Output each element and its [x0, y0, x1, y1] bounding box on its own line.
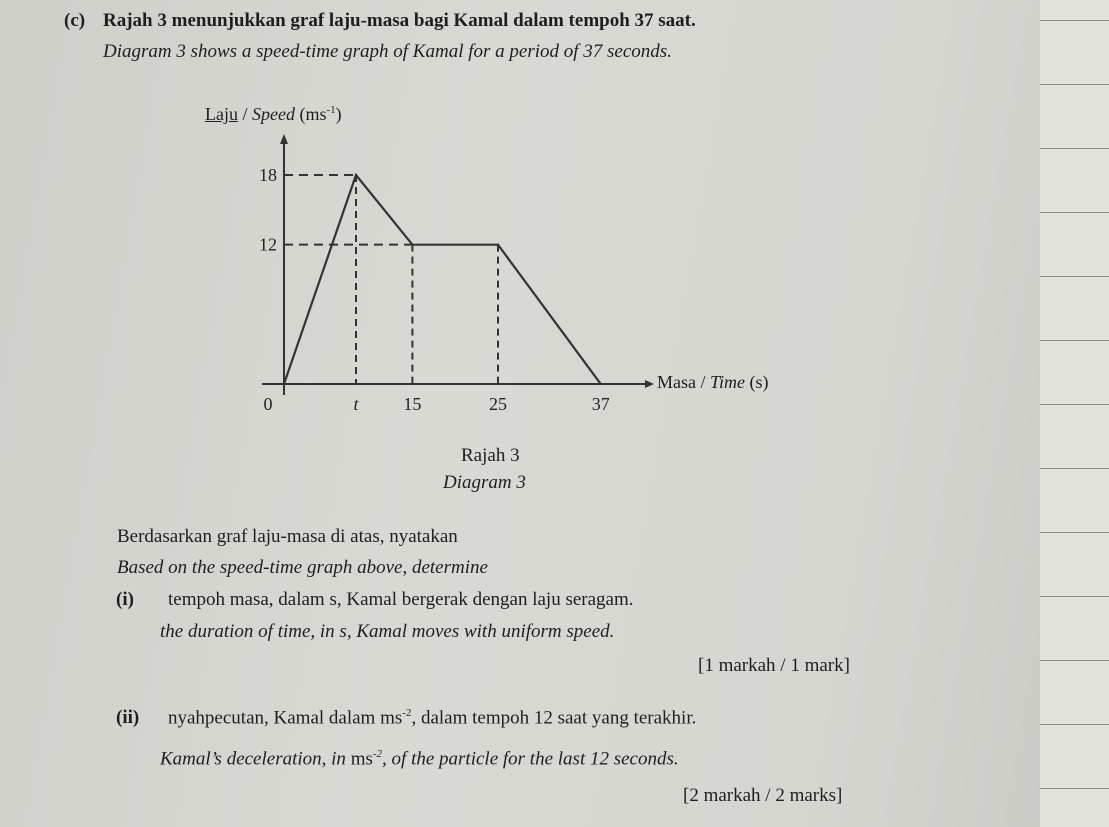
data-point	[600, 383, 602, 385]
paper-rule-line	[1040, 788, 1109, 789]
part-i-english: the duration of time, in s, Kamal moves with uniform speed.	[160, 621, 615, 642]
data-point	[497, 243, 499, 245]
part-i-label: (i)	[116, 589, 134, 610]
data-point	[411, 243, 413, 245]
paper-rule-line	[1040, 468, 1109, 469]
question-label: (c)	[64, 10, 86, 31]
data-point	[355, 174, 357, 176]
y-tick-label: 12	[259, 234, 277, 255]
y-tick-label: 18	[259, 165, 277, 185]
part-ii-malay: nyahpecutan, Kamal dalam $ms^{-2}$, dalam tempoh 12 saat yang terakhir.	[168, 707, 697, 729]
paper-rule-line	[1040, 724, 1109, 725]
paper-rule-line	[1040, 596, 1109, 597]
prompt-malay: Berdasarkan graf laju-masa di atas, nyatakan	[117, 526, 458, 547]
intro-english: Diagram 3 shows a speed-time graph of Kamal for a period of 37 seconds.	[103, 41, 672, 62]
data-point	[283, 383, 285, 385]
prompt-english: Based on the speed-time graph above, determine	[117, 557, 488, 578]
x-tick-label: 37	[591, 394, 610, 414]
x-tick-label: t	[353, 394, 359, 414]
paper-rule-line	[1040, 532, 1109, 533]
paper-rule-line	[1040, 660, 1109, 661]
caption-malay: Rajah 3	[461, 445, 520, 466]
y-axis-arrow-icon	[280, 134, 288, 144]
part-ii-label: (ii)	[116, 707, 140, 728]
part-ii-marks: [2 markah / 2 marks]	[683, 785, 843, 806]
part-ii-english: Kamal’s deceleration, in $ms^{-2}$, of the particle for the last 12 seconds.	[160, 748, 679, 770]
x-tick-label: 0	[263, 394, 273, 414]
speed-time-line	[284, 175, 601, 384]
caption-english: Diagram 3	[443, 472, 526, 493]
x-tick-label: 15	[403, 394, 422, 414]
x-axis-arrow-icon	[645, 380, 654, 388]
part-i-malay: tempoh masa, dalam s, Kamal bergerak dengan laju seragam.	[168, 589, 634, 610]
y-axis-label: Laju / Speed $(ms^{-1})$	[205, 104, 342, 124]
part-i-marks: [1 markah / 1 mark]	[698, 655, 850, 676]
x-tick-label: 25	[489, 394, 507, 414]
intro-malay: Rajah 3 menunjukkan graf laju-masa bagi Kamal dalam tempoh 37 saat.	[103, 10, 696, 31]
x-axis-label: Masa / Time (s)	[657, 372, 769, 392]
